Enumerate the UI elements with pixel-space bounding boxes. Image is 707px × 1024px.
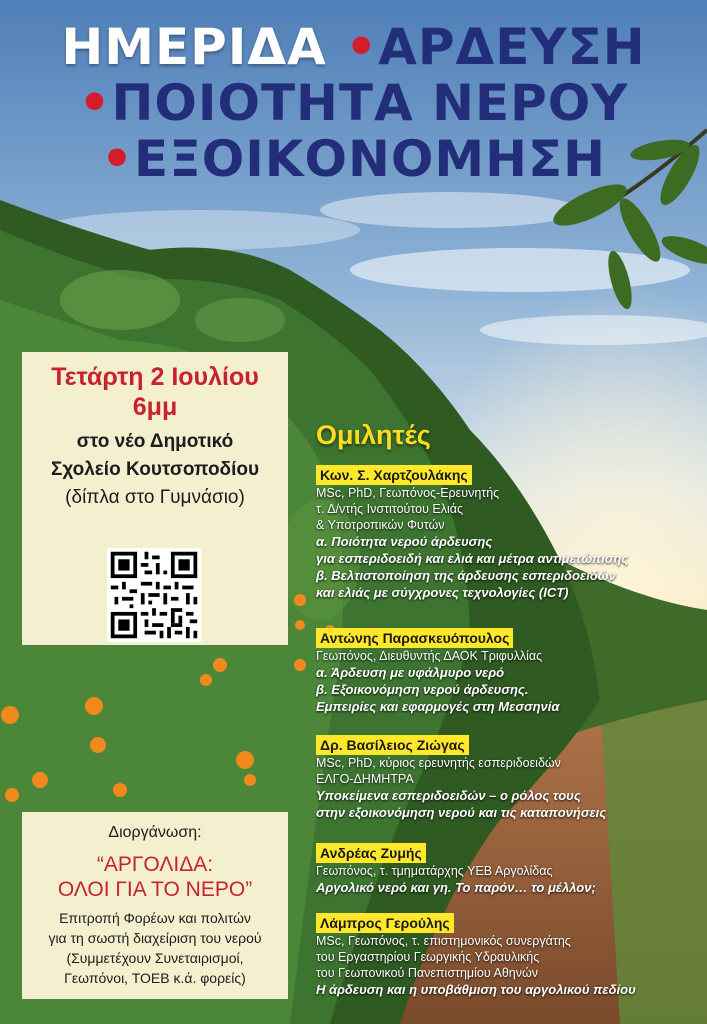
speaker-topic: και ελιάς με σύγχρονες τεχνολογίες (ICT)	[316, 585, 569, 600]
title-line-2	[0, 74, 707, 132]
title-water-quality: ΠΟΙΟΤΗΤΑ ΝΕΡΟΥ	[111, 74, 629, 132]
speaker-topic: α. Ποιότητα νερού άρδευσης	[316, 534, 493, 549]
title-bullet: •	[345, 18, 379, 76]
organizer-name-line-1: “ΑΡΓΟΛΙΔΑ:	[96, 853, 214, 876]
event-date: Τετάρτη 2 Ιουλίου	[51, 363, 259, 391]
title-bullet: •	[78, 74, 112, 132]
speaker-block	[316, 913, 701, 998]
speaker-credential: Γεωπόνος, τ. τμηματάρχης ΥΕΒ Αργολίδας	[316, 864, 553, 878]
event-time: 6μμ	[132, 393, 178, 421]
speaker-block	[316, 843, 701, 896]
speaker-credential: MSc, PhD, Γεωπόνος-Ερευνητής	[316, 486, 500, 500]
title-hmerida: ΗΜΕΡΙΔΑ	[61, 18, 327, 76]
event-place-line-2: Σχολείο Κουτσοποδίου	[50, 459, 260, 480]
speaker-credential: ΕΛΓΟ-ΔΗΜΗΤΡΑ	[316, 772, 414, 786]
title-line-1	[0, 18, 707, 76]
speaker-name: Κων. Σ. Χαρτζουλάκης	[316, 465, 472, 485]
event-place-line-1: στο νέο Δημοτικό	[76, 431, 234, 452]
title-ardeusi: ΑΡΔΕΥΣΗ	[378, 18, 646, 76]
speaker-topic: Αργολικό νερό και γη. Το παρόν… το μέλλον;	[316, 880, 596, 895]
speaker-name: Λάμπρος Γερούλης	[316, 913, 454, 933]
organizer-desc-line-2: για τη σωστή διαχείριση του νερού	[48, 930, 262, 946]
speaker-topic: Η άρδευση και η υποβάθμιση του αργολικού πεδίου	[316, 982, 636, 997]
organizer-label: Διοργάνωση:	[108, 824, 202, 841]
speaker-block	[316, 735, 701, 821]
speaker-block	[316, 628, 701, 715]
title-line-3	[0, 130, 707, 188]
speaker-name: Αντώνης Παρασκευόπουλος	[316, 628, 513, 648]
organizer-desc-line-1: Επιτροπή Φορέων και πολιτών	[59, 910, 251, 926]
speaker-credential: τ. Δ/ντής Ινστιτούτου Ελιάς	[316, 502, 463, 516]
speaker-credential: του Εργαστηρίου Γεωργικής Υδραυλικής	[316, 950, 540, 964]
speaker-topic: β. Εξοικονόμηση νερού άρδευσης.	[316, 682, 529, 697]
speaker-topic: για εσπεριδοειδή και ελιά και μέτρα αντιμετώπισης	[316, 551, 629, 566]
organizer-name-line-2: ΟΛΟΙ ΓΙΑ ΤΟ ΝΕΡΟ”	[57, 878, 253, 901]
title-bullet: •	[100, 130, 134, 188]
speaker-credential: MSc, PhD, κύριος ερευνητής εσπεριδοειδών	[316, 756, 561, 770]
speaker-credential: του Γεωπονικού Πανεπιστημίου Αθηνών	[316, 966, 538, 980]
organizer-desc-line-4: Γεωπόνοι, ΤΟΕΒ κ.ά. φορείς)	[64, 970, 246, 986]
speakers-heading: Ομιλητές	[316, 420, 431, 450]
speaker-topic: Εμπειρίες και εφαρμογές στη Μεσσηνία	[316, 699, 560, 714]
speaker-topic: α. Άρδευση με υφάλμυρο νερό	[316, 665, 505, 680]
speaker-name: Ανδρέας Ζυμής	[316, 843, 426, 863]
title-saving: ΕΞΟΙΚΟΝΟΜΗΣΗ	[133, 130, 607, 188]
speaker-topic: στην εξοικονόμηση νερού και τις καταπονήσεις	[316, 805, 607, 820]
speaker-name: Δρ. Βασίλειος Ζιώγας	[316, 735, 469, 755]
speaker-credential: MSc, Γεωπόνος, τ. επιστημονικός συνεργάτης	[316, 934, 571, 948]
speaker-topic: β. Βελτιστοποίηση της άρδευσης εσπεριδοειδών	[316, 568, 616, 583]
event-note: (δίπλα στο Γυμνάσιο)	[65, 487, 245, 508]
event-info-box	[22, 352, 288, 645]
speaker-credential: Γεωπόνος, Διευθυντής ΔΑΟΚ Τριφυλλίας	[316, 649, 543, 663]
speaker-credential: & Υποτροπικών Φυτών	[316, 518, 445, 532]
speaker-block	[316, 465, 701, 601]
organizer-box	[22, 812, 288, 999]
speaker-topic: Υποκείμενα εσπεριδοειδών – ο ρόλος τους	[316, 788, 581, 803]
organizer-desc-line-3: (Συμμετέχουν Συνεταιρισμοί,	[66, 950, 244, 966]
qr-code[interactable]	[107, 548, 201, 642]
